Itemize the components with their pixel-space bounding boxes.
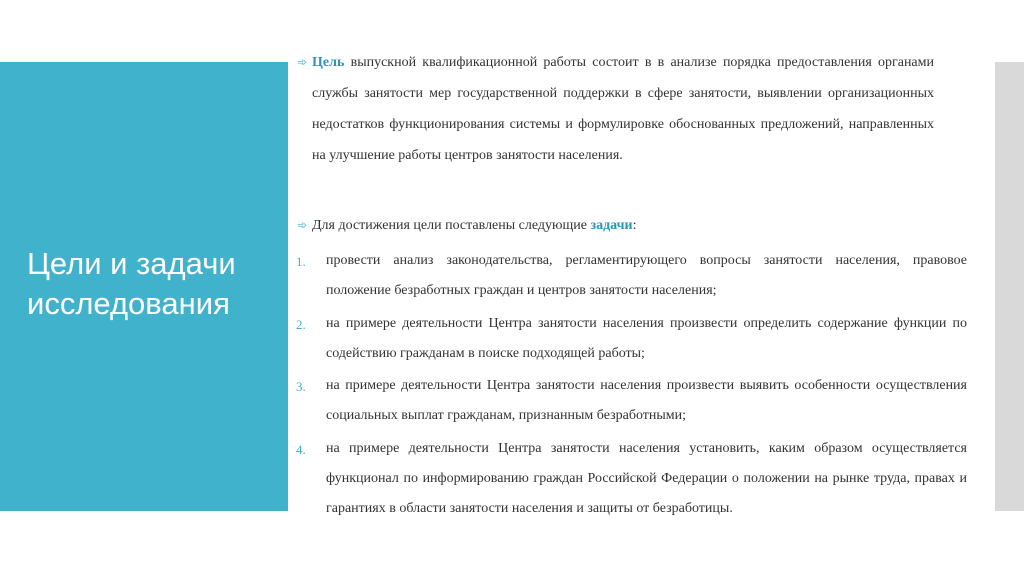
tasks-intro-bullet-icon: ➾	[297, 218, 308, 232]
tasks-intro-suffix: :	[632, 218, 637, 233]
goal-bullet-icon: ➾	[297, 55, 308, 69]
task-item-1: провести анализ законодательства, регламентирующего вопросы занятости населения, правовое положение безработных граждан и центров занятости населения;	[326, 253, 967, 298]
tasks-intro	[312, 210, 934, 241]
task-item-4: на примере деятельности Центра занятости населения установить, каким образом осуществляется функционал по информированию граждан Российской Федерации о положении на рынке труда, правах и гарантиях в области занятости населения и защиты от безработицы.	[326, 441, 967, 516]
tasks-intro-text: Для достижения цели поставлены следующие	[312, 218, 591, 233]
task-number: 4.	[296, 442, 306, 457]
task-number: 3.	[296, 379, 306, 394]
goal-text: выпускной квалификационной работы состоит в в анализе порядка предоставления органами службы занятости мер государственной поддержки в сфере занятости, выявлении организационных недостатков функционирования системы и формулировке обоснованных предложений, направленных на улучшение работы центров занятости населения.	[312, 55, 934, 163]
task-item-2: на примере деятельности Центра занятости населения произвести определить содержание функции по содействию гражданам в поиске подходящей работы;	[326, 316, 967, 361]
slide-title: Цели и задачи исследования	[27, 246, 236, 321]
goal-paragraph	[312, 47, 934, 171]
task-number: 1.	[296, 254, 306, 269]
tasks-keyword: задачи	[590, 218, 633, 233]
task-number: 2.	[296, 317, 306, 332]
goal-keyword: Цель	[312, 55, 345, 70]
task-item-3: на примере деятельности Центра занятости населения произвести выявить особенности осуществления социальных выплат гражданам, признанным безработными;	[326, 378, 967, 423]
